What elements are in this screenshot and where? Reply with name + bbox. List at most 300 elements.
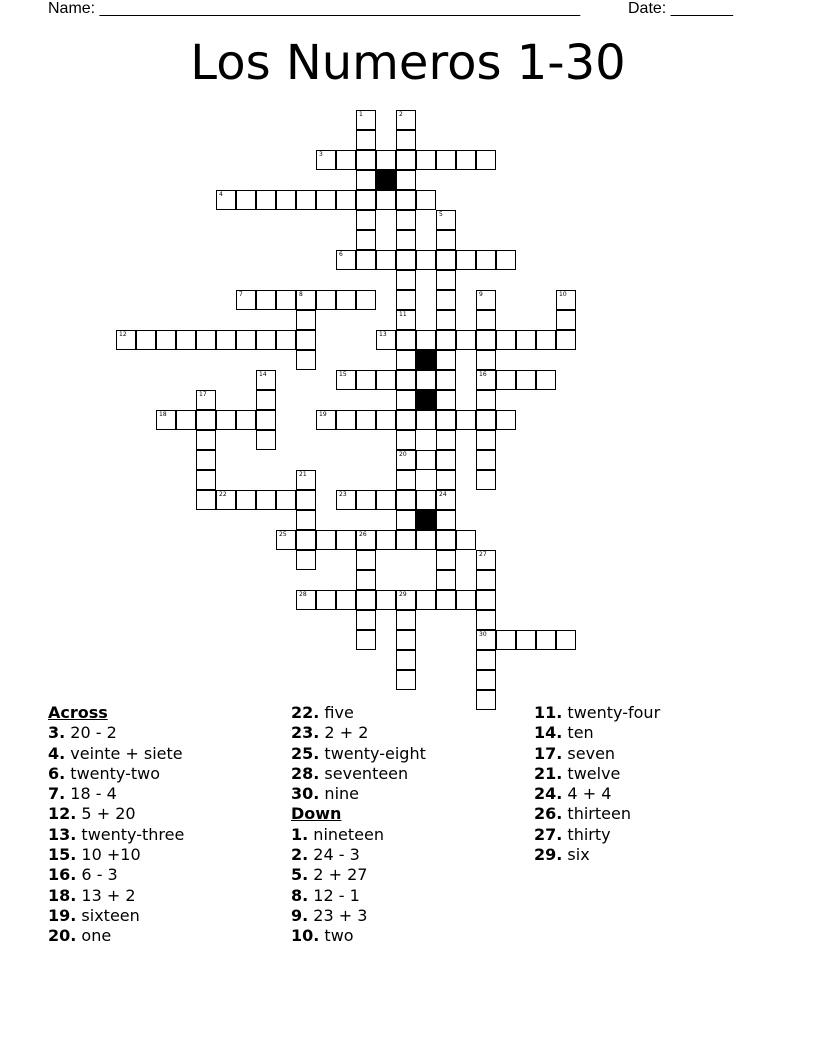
clue-item [48,825,184,845]
grid-cell[interactable] [396,670,416,690]
grid-cell[interactable] [316,410,336,430]
grid-cell[interactable] [116,330,136,350]
clue-item-number: 22. [291,703,320,722]
clue-item [291,865,426,885]
clue-number: 12 [119,331,127,338]
grid-cell[interactable] [436,310,456,330]
grid-cell[interactable] [436,330,456,350]
grid-cell[interactable] [276,290,296,310]
grid-cell[interactable] [296,310,316,330]
clue-number: 29 [399,591,407,598]
grid-cell[interactable] [216,190,236,210]
clue-item-text: 2 + 2 [319,723,369,743]
grid-cell[interactable] [396,250,416,270]
grid-cell[interactable] [356,230,376,250]
clue-number: 22 [219,491,227,498]
grid-cell[interactable] [356,550,376,570]
grid-cell[interactable] [236,410,256,430]
grid-cell[interactable] [396,470,416,490]
grid-cell[interactable] [476,430,496,450]
grid-cell[interactable] [316,290,336,310]
clue-number: 15 [339,371,347,378]
grid-cell[interactable] [536,630,556,650]
clue-item-text: 20 - 2 [65,723,117,743]
clue-item-number: 20. [48,926,77,946]
grid-cell[interactable] [396,590,416,610]
grid-cell[interactable] [396,450,416,470]
grid-cell[interactable] [556,310,576,330]
grid-cell[interactable] [356,410,376,430]
clue-item-text: nineteen [308,824,384,844]
clue-item [291,926,426,946]
grid-cell[interactable] [416,410,436,430]
grid-cell[interactable] [336,290,356,310]
black-square [416,350,436,370]
clue-item [534,744,660,764]
grid-cell[interactable] [436,590,456,610]
grid-cell[interactable] [216,410,236,430]
grid-cell[interactable] [356,610,376,630]
grid-cell[interactable] [496,410,516,430]
grid-cell[interactable] [436,290,456,310]
grid-cell[interactable] [296,490,316,510]
clues-column-1 [48,703,184,947]
grid-cell[interactable] [456,250,476,270]
grid-cell[interactable] [176,410,196,430]
grid-cell[interactable] [396,190,416,210]
clue-number: 19 [319,411,327,418]
grid-cell[interactable] [256,390,276,410]
clue-item-number: 25. [291,743,320,763]
grid-cell[interactable] [356,570,376,590]
clue-item-text: veinte + siete [65,743,183,763]
clue-number: 26 [359,531,367,538]
clue-item-text: ten [562,723,594,743]
grid-cell[interactable] [256,430,276,450]
clue-item-number: 6. [48,763,66,783]
grid-cell[interactable] [276,330,296,350]
grid-cell[interactable] [456,590,476,610]
grid-cell[interactable] [296,510,316,530]
grid-cell[interactable] [276,490,296,510]
grid-cell[interactable] [356,370,376,390]
grid-cell[interactable] [476,550,496,570]
grid-cell[interactable] [476,570,496,590]
grid-cell[interactable] [376,590,396,610]
grid-cell[interactable] [436,510,456,530]
grid-cell[interactable] [356,250,376,270]
clue-item-number: 13. [48,824,77,844]
clue-item [534,804,660,824]
grid-cell[interactable] [416,450,436,470]
grid-cell[interactable] [376,490,396,510]
grid-cell[interactable] [296,590,316,610]
grid-cell[interactable] [476,150,496,170]
clue-item [291,764,426,784]
grid-cell[interactable] [416,590,436,610]
grid-cell[interactable] [356,130,376,150]
grid-cell[interactable] [376,190,396,210]
grid-cell[interactable] [436,350,456,370]
clue-item [48,845,184,865]
grid-cell[interactable] [336,410,356,430]
clue-item-text: twenty-eight [319,743,426,763]
clue-item-number: 9. [291,905,309,925]
grid-cell[interactable] [196,330,216,350]
grid-cell[interactable] [196,410,216,430]
grid-cell[interactable] [476,610,496,630]
clue-item [291,784,426,804]
grid-cell[interactable] [516,370,536,390]
clue-item-text: 24 - 3 [308,845,360,865]
grid-cell[interactable] [376,250,396,270]
clue-item-text: twenty-two [65,763,161,783]
clue-item-text: 23 + 3 [308,905,368,925]
grid-cell[interactable] [476,410,496,430]
grid-cell[interactable] [336,590,356,610]
clue-item-text: seventeen [319,763,409,783]
grid-cell[interactable] [356,210,376,230]
grid-cell[interactable] [316,150,336,170]
grid-cell[interactable] [336,370,356,390]
grid-cell[interactable] [436,370,456,390]
clue-number: 25 [279,531,287,538]
grid-cell[interactable] [436,230,456,250]
clue-number: 16 [479,371,487,378]
grid-cell[interactable] [336,250,356,270]
grid-cell[interactable] [136,330,156,350]
grid-cell[interactable] [396,490,416,510]
clue-item [48,906,184,926]
clue-item [291,723,426,743]
clue-item-number: 12. [48,804,77,824]
grid-cell[interactable] [296,350,316,370]
grid-cell[interactable] [436,390,456,410]
clue-item-number: 16. [48,865,77,885]
grid-cell[interactable] [236,330,256,350]
clue-item-text: thirteen [562,804,631,824]
clue-item-text: 13 + 2 [76,885,136,905]
grid-cell[interactable] [516,630,536,650]
grid-cell[interactable] [416,250,436,270]
grid-cell[interactable] [536,330,556,350]
grid-cell[interactable] [256,490,276,510]
grid-cell[interactable] [296,190,316,210]
grid-cell[interactable] [396,290,416,310]
clue-item-text: twenty-three [76,824,185,844]
clue-item-text: 18 - 4 [65,784,117,804]
grid-cell[interactable] [416,490,436,510]
grid-cell[interactable] [416,150,436,170]
clue-heading: Across [48,703,108,722]
clue-number: 5 [439,211,443,218]
grid-cell[interactable] [436,430,456,450]
clue-item-text: five [319,703,354,722]
clue-number: 13 [379,331,387,338]
grid-cell[interactable] [476,310,496,330]
clue-item-number: 2. [291,845,309,865]
grid-cell[interactable] [396,170,416,190]
black-square [376,170,396,190]
clue-item-text: seven [562,743,616,763]
clue-item-number: 24. [534,784,563,804]
grid-cell[interactable] [236,290,256,310]
clue-number: 9 [479,291,483,298]
grid-cell[interactable] [476,590,496,610]
grid-cell[interactable] [436,250,456,270]
clue-item-number: 10. [291,926,320,946]
grid-cell[interactable] [396,270,416,290]
grid-cell[interactable] [476,350,496,370]
grid-cell[interactable] [236,490,256,510]
grid-cell[interactable] [456,330,476,350]
grid-cell[interactable] [456,530,476,550]
clues-column-2 [291,703,426,947]
grid-cell[interactable] [376,370,396,390]
clue-item-text: 10 +10 [76,845,141,865]
clue-item [291,744,426,764]
grid-cell[interactable] [296,330,316,350]
grid-cell[interactable] [396,110,416,130]
grid-cell[interactable] [296,530,316,550]
grid-cell[interactable] [396,210,416,230]
clue-item-number: 29. [534,845,563,865]
grid-cell[interactable] [356,590,376,610]
clue-item [534,784,660,804]
grid-cell[interactable] [476,450,496,470]
name-label: Name: ______________________________________________________ [48,0,581,17]
grid-cell[interactable] [396,230,416,250]
clue-item [48,865,184,885]
clue-number: 21 [299,471,307,478]
grid-cell[interactable] [436,150,456,170]
grid-cell[interactable] [156,330,176,350]
grid-cell[interactable] [336,190,356,210]
clue-number: 23 [339,491,347,498]
grid-cell[interactable] [256,370,276,390]
clue-item-number: 1. [291,824,309,844]
grid-cell[interactable] [356,490,376,510]
clue-heading: Down [291,804,342,824]
grid-cell[interactable] [436,450,456,470]
grid-cell[interactable] [216,490,236,510]
grid-cell[interactable] [556,290,576,310]
grid-cell[interactable] [396,530,416,550]
grid-cell[interactable] [356,110,376,130]
grid-cell[interactable] [216,330,236,350]
clue-number: 4 [219,191,223,198]
clue-item [291,886,426,906]
clue-item-number: 17. [534,743,563,763]
clue-item-text: 12 - 1 [308,885,360,905]
clue-item-number: 28. [291,763,320,783]
grid-cell[interactable] [456,410,476,430]
grid-cell[interactable] [316,590,336,610]
grid-cell[interactable] [396,350,416,370]
grid-cell[interactable] [396,610,416,630]
date-label: Date: _______ [628,0,733,17]
grid-cell[interactable] [256,290,276,310]
grid-cell[interactable] [336,490,356,510]
grid-cell[interactable] [236,190,256,210]
grid-cell[interactable] [416,530,436,550]
grid-cell[interactable] [256,410,276,430]
grid-cell[interactable] [496,250,516,270]
grid-cell[interactable] [496,370,516,390]
grid-cell[interactable] [476,670,496,690]
grid-cell[interactable] [516,330,536,350]
clue-item-number: 23. [291,723,320,743]
clue-item-number: 14. [534,723,563,743]
grid-cell[interactable] [356,630,376,650]
grid-cell[interactable] [396,130,416,150]
clue-item [48,886,184,906]
clue-number: 20 [399,451,407,458]
grid-cell[interactable] [336,150,356,170]
grid-cell[interactable] [396,330,416,350]
grid-cell[interactable] [476,470,496,490]
grid-cell[interactable] [336,530,356,550]
grid-cell[interactable] [436,410,456,430]
page-title: Los Numeros 1-30 [190,35,626,91]
grid-cell[interactable] [476,390,496,410]
grid-cell[interactable] [476,650,496,670]
grid-cell[interactable] [296,290,316,310]
grid-cell[interactable] [256,190,276,210]
black-square [416,510,436,530]
grid-cell[interactable] [376,330,396,350]
grid-cell[interactable] [396,410,416,430]
grid-cell[interactable] [196,450,216,470]
clue-item-text: twelve [562,763,621,783]
grid-cell[interactable] [176,330,196,350]
grid-cell[interactable] [396,630,416,650]
grid-cell[interactable] [316,190,336,210]
grid-cell[interactable] [296,550,316,570]
grid-cell[interactable] [476,370,496,390]
grid-cell[interactable] [436,570,456,590]
clue-item [291,906,426,926]
grid-cell[interactable] [396,150,416,170]
clue-item-number: 26. [534,804,563,824]
grid-cell[interactable] [536,370,556,390]
grid-cell[interactable] [276,190,296,210]
clue-item [534,723,660,743]
grid-cell[interactable] [556,630,576,650]
clue-item-number: 30. [291,784,320,804]
clue-item [291,703,426,723]
grid-cell[interactable] [156,410,176,430]
clue-item [291,825,426,845]
grid-cell[interactable] [396,310,416,330]
grid-cell[interactable] [496,630,516,650]
clue-number: 8 [299,291,303,298]
grid-cell[interactable] [396,650,416,670]
clue-item-number: 5. [291,865,309,885]
grid-cell[interactable] [356,530,376,550]
grid-cell[interactable] [436,490,456,510]
grid-cell[interactable] [396,390,416,410]
grid-cell[interactable] [276,530,296,550]
clue-number: 11 [399,311,407,318]
clue-number: 10 [559,291,567,298]
grid-cell[interactable] [396,510,416,530]
clue-item [534,825,660,845]
clue-item-number: 7. [48,784,66,804]
clue-number: 14 [259,371,267,378]
clue-item [48,723,184,743]
clue-item-text: sixteen [76,905,140,925]
grid-cell[interactable] [396,430,416,450]
grid-cell[interactable] [296,470,316,490]
clue-item [291,845,426,865]
grid-cell[interactable] [376,410,396,430]
black-square [416,390,436,410]
grid-cell[interactable] [476,250,496,270]
grid-cell[interactable] [196,430,216,450]
clue-item [534,764,660,784]
grid-cell[interactable] [436,210,456,230]
clue-item [48,744,184,764]
grid-cell[interactable] [396,370,416,390]
clue-number: 3 [319,151,323,158]
clue-item-text: six [562,845,590,865]
grid-cell[interactable] [496,330,516,350]
grid-cell[interactable] [556,330,576,350]
grid-cell[interactable] [436,550,456,570]
clue-number: 1 [359,111,363,118]
clues-column-3 [534,703,660,865]
clue-number: 18 [159,411,167,418]
clue-item-text: nine [319,784,359,804]
clue-item-number: 27. [534,824,563,844]
clue-item-number: 15. [48,845,77,865]
grid-cell[interactable] [196,470,216,490]
clue-item [48,804,184,824]
clue-item-text: 4 + 4 [562,784,612,804]
clue-item-text: twenty-four [562,703,661,722]
grid-cell[interactable] [376,150,396,170]
clue-number: 24 [439,491,447,498]
grid-cell[interactable] [356,150,376,170]
grid-cell[interactable] [436,270,456,290]
grid-cell[interactable] [436,470,456,490]
grid-cell[interactable] [356,190,376,210]
grid-cell[interactable] [416,330,436,350]
grid-cell[interactable] [196,490,216,510]
clue-item-number: 4. [48,743,66,763]
grid-cell[interactable] [456,150,476,170]
grid-cell[interactable] [196,390,216,410]
grid-cell[interactable] [416,190,436,210]
clue-item [534,703,660,723]
clue-item [48,926,184,946]
grid-cell[interactable] [476,290,496,310]
clue-item-text: 5 + 20 [76,804,136,824]
grid-cell[interactable] [316,530,336,550]
grid-cell[interactable] [376,530,396,550]
grid-cell[interactable] [476,330,496,350]
grid-cell[interactable] [256,330,276,350]
grid-cell[interactable] [356,290,376,310]
grid-cell[interactable] [356,170,376,190]
clue-item [48,764,184,784]
grid-cell[interactable] [436,530,456,550]
grid-cell[interactable] [476,630,496,650]
clue-item-number: 8. [291,885,309,905]
grid-cell[interactable] [416,370,436,390]
grid-cell[interactable] [476,690,496,710]
